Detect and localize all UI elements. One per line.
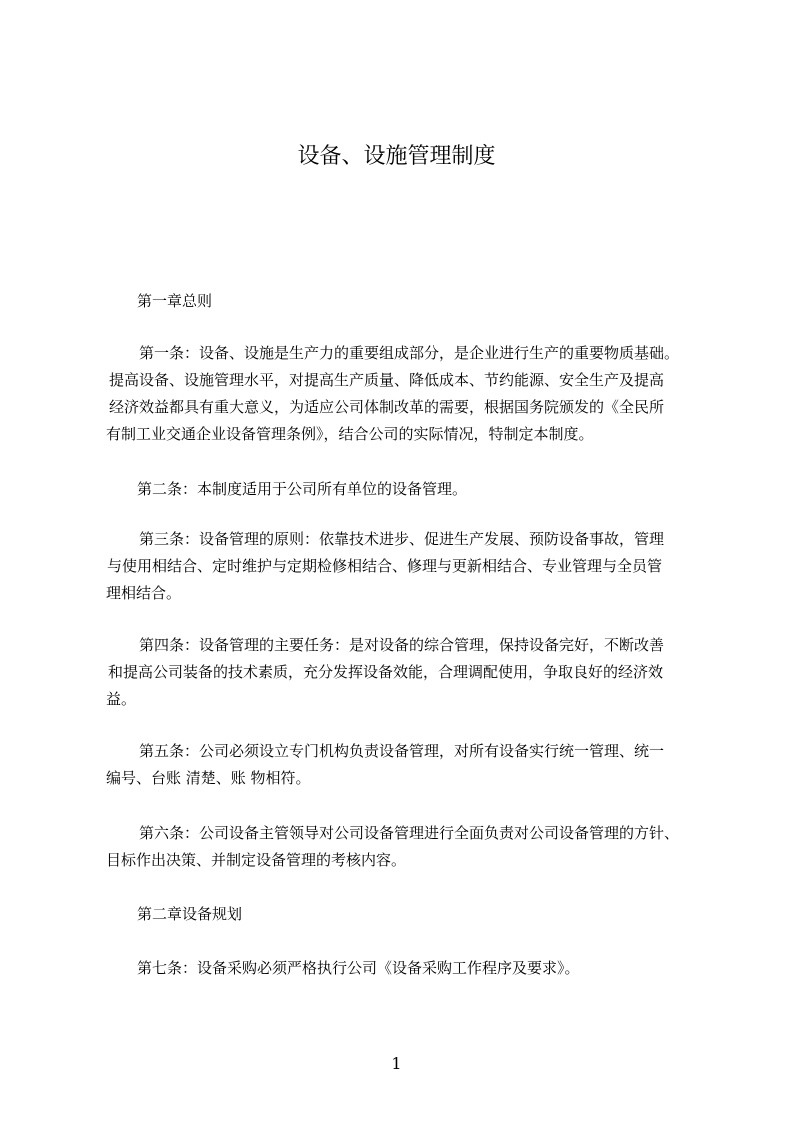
article-4 — [106, 632, 664, 713]
article-2: 第二条：本制度适用于公司所有单位的设备管理。 — [137, 480, 468, 498]
article-6-line-1: 第六条：公司设备主管领导对公司设备管理进行全面负责对公司设备管理的方针、 — [139, 824, 680, 842]
article-3-line-1: 第三条：设备管理的原则：依靠技术进步、促进生产发展、预防设备事故，管理 — [139, 530, 665, 548]
article-1-line-4: 有制工业交通企业设备管理条例》，结合公司的实际情况，特制定本制度。 — [106, 425, 594, 443]
article-3-line-2: 与使用相结合、定时维护与定期检修相结合、修理与更新相结合、专业管理与全员管 — [107, 557, 663, 575]
article-3-line-3: 理相结合。 — [106, 584, 182, 602]
article-3 — [106, 526, 664, 607]
article-4-line-2: 和提高公司装备的技术素质，充分发挥设备效能，合理调配使用，争取良好的经济效 — [108, 663, 664, 681]
page-number: 1 — [391, 1054, 402, 1073]
article-4-line-1: 第四条：设备管理的主要任务：是对设备的综合管理，保持设备完好，不断改善 — [139, 636, 665, 654]
article-5-line-2: 编号、台账 清楚、账 物相符。 — [106, 769, 311, 787]
article-5 — [106, 738, 664, 792]
article-5-line-1: 第五条：公司必须设立专门机构负责设备管理，对所有设备实行统一管理、统一 — [139, 742, 665, 760]
article-1 — [106, 340, 679, 448]
article-6-line-2: 目标作出决策、并制定设备管理的考核内容。 — [106, 851, 407, 869]
article-1-line-1: 第一条：设备、设施是生产力的重要组成部分，是企业进行生产的重要物质基础。 — [139, 344, 680, 362]
article-4-line-3: 益。 — [106, 690, 137, 708]
article-6 — [106, 820, 679, 874]
article-7: 第七条：设备采购必须严格执行公司《设备采购工作程序及要求》。 — [137, 959, 580, 977]
article-1-line-3: 经济效益都具有重大意义，为适应公司体制改革的需要，根据国务院颁发的《全民所 — [109, 398, 665, 416]
document-title: 设备、设施管理制度 — [297, 144, 496, 169]
article-1-line-2: 提高设备、设施管理水平，对提高生产质量、降低成本、节约能源、安全生产及提高 — [109, 371, 665, 389]
chapter-heading-1: 第一章总则 — [137, 292, 213, 310]
chapter-heading-2: 第二章设备规划 — [137, 905, 243, 923]
